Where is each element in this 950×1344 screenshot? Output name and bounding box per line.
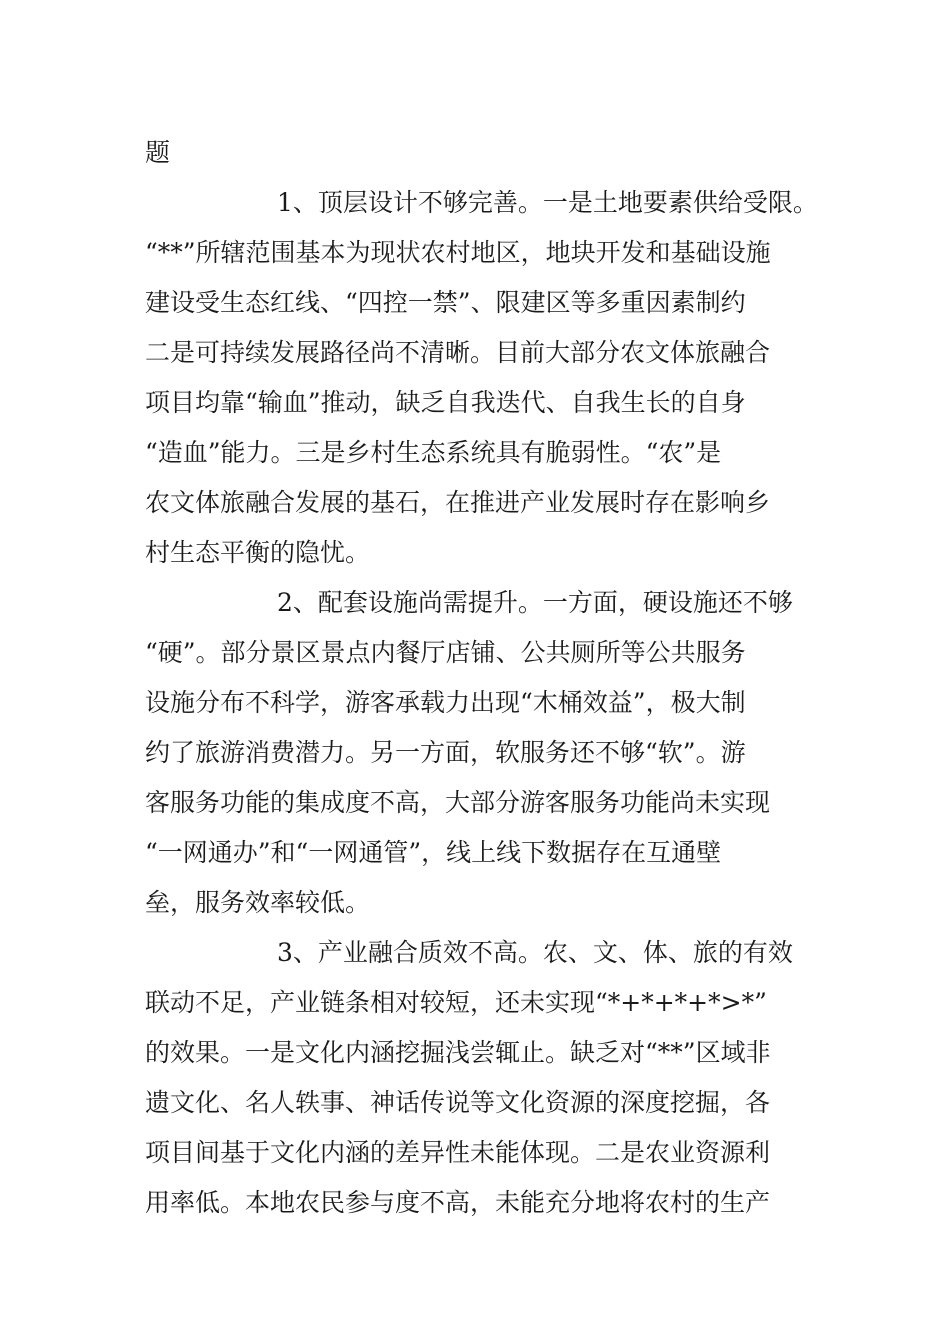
text-line: 垒，服务效率较低。 (145, 888, 371, 917)
text-line: 村生态平衡的隐忧。 (145, 538, 371, 567)
text-line: 2、配套设施尚需提升。一方面，硬设施还不够 (277, 588, 793, 617)
text-line: 项目均靠“输血”推动，缺乏自我迭代、自我生长的自身 (145, 388, 746, 417)
text-line: 约了旅游消费潜力。另一方面，软服务还不够“软”。游 (145, 738, 746, 767)
text-line: 建设受生态红线、“四控一禁”、限建区等多重因素制约 (145, 288, 746, 317)
text-line: 客服务功能的集成度不高，大部分游客服务功能尚未实现 (145, 788, 771, 817)
text-line: 1、顶层设计不够完善。一是土地要素供给受限。 (277, 188, 818, 217)
text-line: “硬”。部分景区景点内餐厅店铺、公共厕所等公共服务 (145, 638, 746, 667)
text-line: 用率低。本地农民参与度不高，未能充分地将农村的生产 (145, 1188, 771, 1217)
text-line: 题 (145, 138, 171, 167)
text-line: 二是可持续发展路径尚不清晰。目前大部分农文体旅融合 (145, 338, 771, 367)
text-line: “一网通办”和“一网通管”，线上线下数据存在互通壁 (145, 838, 722, 867)
document-body (145, 128, 845, 1228)
text-line: 设施分布不科学，游客承载力出现“木桶效益”，极大制 (145, 688, 746, 717)
text-line: 农文体旅融合发展的基石，在推进产业发展时存在影响乡 (145, 488, 771, 517)
text-line: “**”所辖范围基本为现状农村地区，地块开发和基础设施 (145, 238, 771, 267)
text-line: “造血”能力。三是乡村生态系统具有脆弱性。“农”是 (145, 438, 722, 467)
text-line: 项目间基于文化内涵的差异性未能体现。二是农业资源利 (145, 1138, 771, 1167)
text-line: 联动不足，产业链条相对较短，还未实现“*+*+*+*>*” (145, 988, 767, 1017)
text-line: 遗文化、名人轶事、神话传说等文化资源的深度挖掘，各 (145, 1088, 771, 1117)
text-line: 3、产业融合质效不高。农、文、体、旅的有效 (277, 938, 793, 967)
text-line: 的效果。一是文化内涵挖掘浅尝辄止。缺乏对“**”区域非 (145, 1038, 771, 1067)
